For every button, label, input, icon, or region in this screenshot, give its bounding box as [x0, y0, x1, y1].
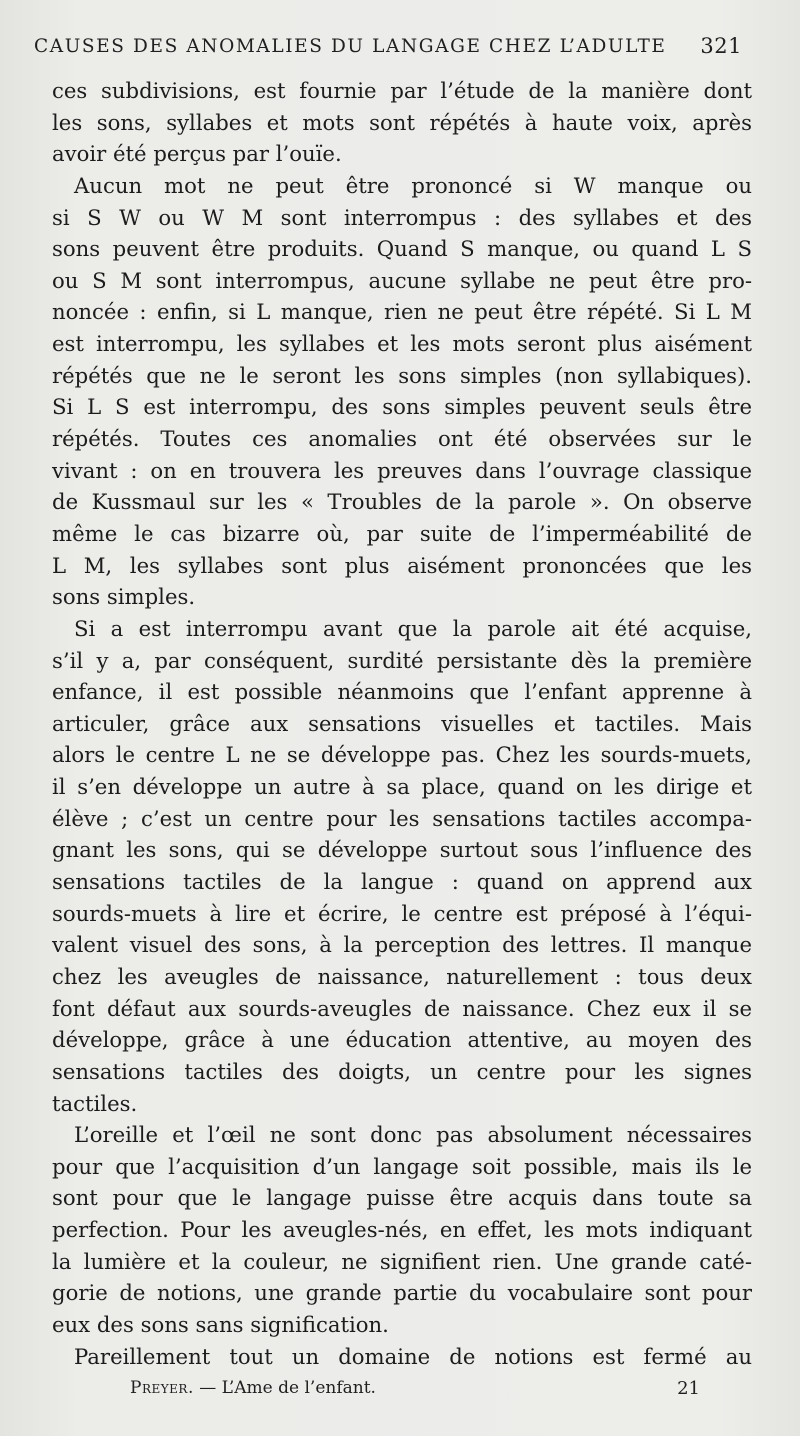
text-line: sont pour que le langage puisse être acquis dans toute sa	[52, 1185, 752, 1211]
text-line: si S W ou W M sont interrompus : des syllabes et des	[52, 204, 752, 230]
book-title: — L’Ame de l’enfant.	[193, 1378, 376, 1398]
text-line: Si a est interrompu avant que la parole ait été acquise,	[74, 615, 752, 641]
text-line: il s’en développe un autre à sa place, quand on les dirige et	[52, 774, 752, 800]
paragraph	[52, 1341, 752, 1373]
text-line: sons simples.	[52, 584, 196, 610]
text-line: sensations tactiles de la langue : quand on apprend aux	[52, 869, 752, 895]
text-line: noncée : enfin, si L manque, rien ne peut être répété. Si L M	[52, 299, 752, 325]
body-text	[52, 75, 752, 1372]
page-number: 321	[700, 34, 742, 58]
page-footer	[130, 1378, 700, 1404]
text-line: font défaut aux sourds-aveugles de naissance. Chez eux il se	[52, 995, 752, 1021]
text-line: articuler, grâce aux sensations visuelles et tactiles. Mais	[52, 710, 752, 736]
sheet-number: 21	[677, 1378, 700, 1399]
text-line: est interrompu, les syllabes et les mots seront plus aisément	[52, 331, 752, 357]
text-line: gnant les sons, qui se développe surtout sous l’influence des	[52, 837, 752, 863]
text-line: élève ; c’est un centre pour les sensations tactiles accompa-	[52, 805, 752, 831]
text-line: vivant : on en trouvera les preuves dans l’ouvrage classique	[52, 457, 752, 483]
paragraph	[52, 170, 752, 613]
running-title: CAUSES DES ANOMALIES DU LANGAGE CHEZ L’ADULTE	[34, 36, 667, 57]
text-line: ou S M sont interrompus, aucune syllabe ne peut être pro-	[52, 267, 752, 293]
printer-signature	[130, 1378, 376, 1398]
text-line: répétés que ne le seront les sons simples (non syllabiques).	[52, 362, 752, 388]
text-line: sourds-muets à lire et écrire, le centre est préposé à l’équi-	[52, 900, 752, 926]
text-line: même le cas bizarre où, par suite de l’imperméabilité de	[52, 520, 752, 546]
text-line: valent visuel des sons, à la perception des lettres. Il manque	[52, 932, 752, 958]
text-line: sensations tactiles des doigts, un centre pour les signes	[52, 1058, 752, 1084]
text-line: tactiles.	[52, 1090, 138, 1116]
text-line: enfance, il est possible néanmoins que l’enfant apprenne à	[52, 679, 752, 705]
paragraph	[52, 1119, 752, 1340]
text-line: alors le centre L ne se développe pas. Chez les sourds-muets,	[52, 742, 752, 768]
text-line: chez les aveugles de naissance, naturellement : tous deux	[52, 963, 752, 989]
text-line: Si L S est interrompu, des sons simples peuvent seuls être	[52, 394, 752, 420]
text-line: avoir été perçus par l’ouïe.	[52, 141, 342, 167]
paragraph	[52, 75, 752, 170]
text-line: sons peuvent être produits. Quand S manque, ou quand L S	[52, 236, 752, 262]
paragraph	[52, 613, 752, 1119]
text-line: de Kussmaul sur les « Troubles de la parole ». On observe	[52, 489, 752, 515]
text-line: gorie de notions, une grande partie du vocabulaire sont pour	[52, 1280, 752, 1306]
text-line: Pareillement tout un domaine de notions est fermé au	[74, 1343, 752, 1369]
text-line: s’il y a, par conséquent, surdité persistante dès la première	[52, 647, 752, 673]
text-line: pour que l’acquisition d’un langage soit possible, mais ils le	[52, 1153, 752, 1179]
text-line: perfection. Pour les aveugles-nés, en effet, les mots indiquant	[52, 1217, 752, 1243]
text-line: les sons, syllabes et mots sont répétés à haute voix, après	[52, 109, 752, 135]
text-line: L’oreille et l’œil ne sont donc pas absolument nécessaires	[74, 1122, 752, 1148]
text-line: L M, les syllabes sont plus aisément prononcées que les	[52, 552, 752, 578]
text-line: répétés. Toutes ces anomalies ont été observées sur le	[52, 426, 752, 452]
text-line: Aucun mot ne peut être prononcé si W manque ou	[74, 172, 752, 198]
text-line: ces subdivisions, est fournie par l’étude de la manière dont	[52, 78, 752, 103]
author-name: Preyer.	[130, 1378, 194, 1398]
text-line: la lumière et la couleur, ne signifient rien. Une grande caté-	[52, 1248, 752, 1274]
text-line: eux des sons sans signification.	[52, 1311, 389, 1337]
text-line: développe, grâce à une éducation attentive, au moyen des	[52, 1027, 752, 1053]
running-head	[34, 36, 742, 64]
